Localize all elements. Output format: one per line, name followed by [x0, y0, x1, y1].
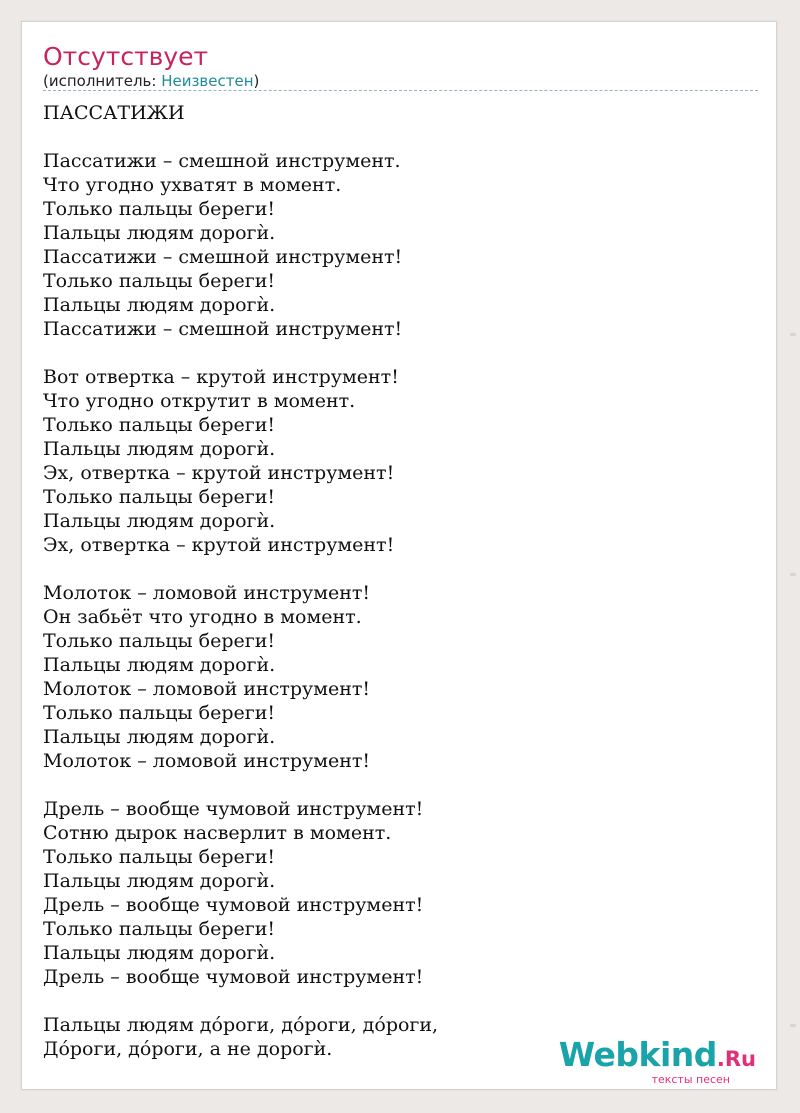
page-edge-mark	[790, 1024, 796, 1027]
logo-wordmark: Webkind	[558, 1035, 717, 1074]
lyrics-text: ПАССАТИЖИ Пассатижи – смешной инструмент. Что угодно ухватят в момент. Только пальцы береги! Пальцы людям дорогѝ. Пассатижи – смешной инструмент! Только пальцы береги! Пальцы людям дорогѝ. Пассатижи – смешной инструмент! Вот отвертка – крутой инструмент! Что угодно открутит в момент. Только пальцы береги! Пальцы людям дорогѝ. Эх, отвертка – крутой инструмент! Только пальцы береги! Пальцы людям дорогѝ. Эх, отвертка – крутой инструмент! Молоток – ломовой инструмент! Он забьёт что угодно в момент. Только пальцы береги! Пальцы людям дорогѝ. Молоток – ломовой инструмент! Только пальцы береги! Пальцы людям дорогѝ. Молоток – ломовой инструмент! Дрель – вообще чумовой инструмент! Сотню дырок насверлит в момент. Только пальцы береги! Пальцы людям дорогѝ. Дрель – вообще чумовой инструмент! Только пальцы береги! Пальцы людям дорогѝ. Дрель – вообще чумовой инструмент! Пальцы людям дóроги, дóроги, дóроги, Дóроги, дóроги, а не дорогѝ.	[43, 102, 439, 1060]
site-logo[interactable]	[558, 1035, 756, 1086]
performer-suffix: )	[253, 72, 260, 90]
logo-domain: .Ru	[716, 1047, 756, 1071]
song-title: Отсутствует	[43, 42, 209, 71]
performer-line	[43, 71, 259, 91]
lyrics-card	[21, 21, 777, 1090]
page-edge-mark	[790, 333, 796, 336]
logo-subtitle: тексты песен	[651, 1073, 730, 1086]
header-divider	[43, 90, 758, 91]
page-edge-mark	[790, 573, 796, 576]
performer-prefix: (исполнитель:	[43, 72, 162, 90]
performer-link[interactable]: Неизвестен	[161, 72, 254, 90]
